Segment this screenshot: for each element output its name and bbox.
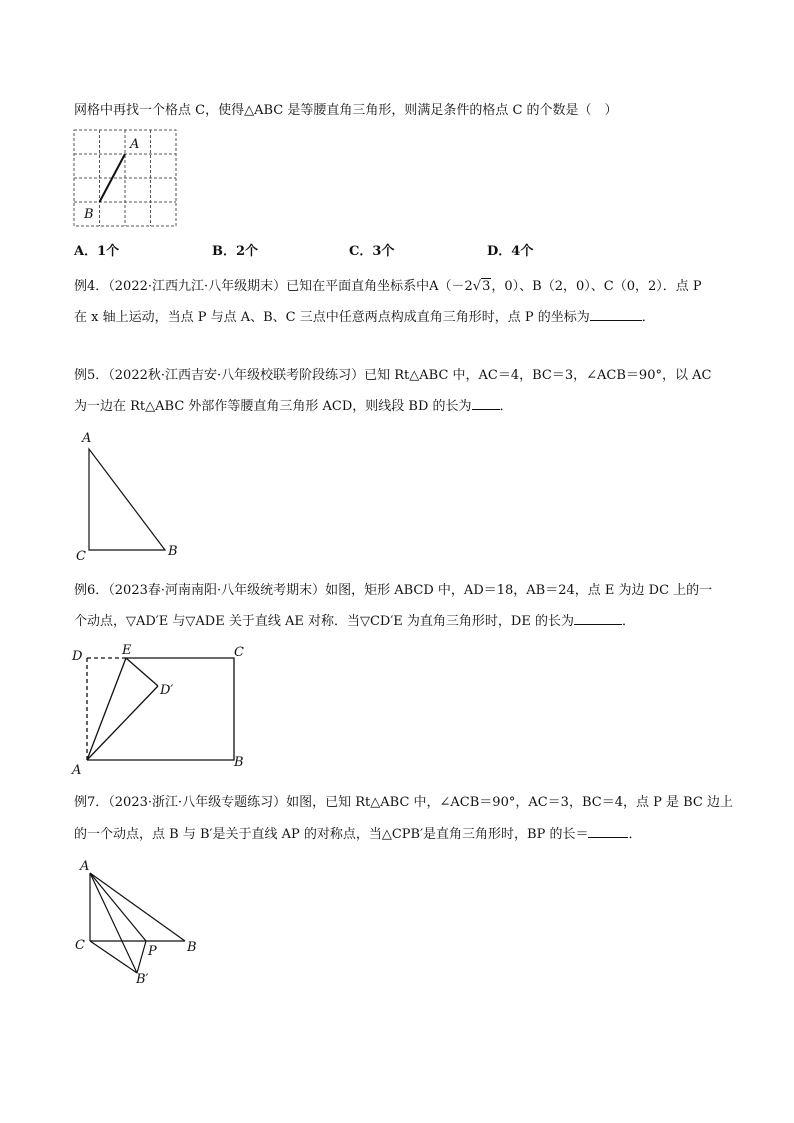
label-d: D [72,649,83,664]
label-b-prime: B′ [136,972,149,987]
ex4-prefix: 例4．（2022·江西九江·八年级期末）已知在平面直角坐标系中 [74,279,430,294]
ex5-triangle-figure [70,428,190,563]
segment-ed-prime [126,658,158,686]
option-c[interactable]: C．3个 [349,244,395,259]
segment-ad-prime [87,686,158,760]
label-e: E [122,643,132,658]
ex7-line2-end: ． [628,827,642,842]
ex5-line2 [74,397,513,416]
ex4-point-a-post: ，0）、 [491,279,533,294]
label-p: P [148,944,157,959]
sqrt-radicand: 3 [482,279,491,294]
label-b: B [187,940,197,955]
label-a: A [80,859,90,874]
ex4-point-a-pre: A（－2 [429,279,473,294]
ex6-line1: 例6．（2023春·河南南阳·八年级统考期末）如图，矩形 ABCD 中，AD＝18，AB＝24，点 E 为边 DC 上的一 [74,583,713,598]
label-b: B [234,755,244,770]
ex6-line2 [74,612,635,631]
triangle-abc [89,449,165,550]
ex4-line1 [74,278,702,296]
ex5-line2-end: ． [499,399,513,414]
label-c: C [76,549,86,564]
answer-blank[interactable] [574,612,622,625]
ex4-rest: B（2，0）、C（0，2）．点 P [532,279,702,294]
q3-stem: 网格中再找一个格点 C，使得△ABC 是等腰直角三角形，则满足条件的格点 C 的个数是（ ） [74,103,618,118]
segment-ae [87,658,126,760]
ex6-line2-end: ． [621,614,635,629]
label-b: B [168,544,178,559]
ex6-rectangle-figure [68,642,258,777]
ex7-line1: 例7．（2023·浙江·八年级专题练习）如图，已知 Rt△ABC 中，∠ACB＝90°，AC＝3，BC＝4，点 P 是 BC 边上 [74,795,733,810]
ex7-line2 [74,825,642,844]
sqrt-symbol: √3 [472,279,491,294]
ex6-line2-text: 个动点，▽AD′E 与▽ADE 关于直线 AE 对称．当▽CD′E 为直角三角形时，DE 的长为 [74,614,574,629]
option-a[interactable]: A．1个 [74,244,120,259]
label-a: A [72,763,82,778]
label-a: A [130,137,140,152]
segment-pb-prime [137,941,146,973]
label-c: C [234,645,244,660]
label-a: A [82,431,92,446]
ex7-line2-text: 的一个动点，点 B 与 B′是关于直线 AP 的对称点，当△CPB′是直角三角形时，BP 的长＝ [74,827,589,842]
ex4-line2-end: ． [641,310,655,325]
answer-blank[interactable] [588,825,628,838]
q3-grid-figure [68,128,188,228]
ex4-line2 [74,308,655,327]
answer-blank[interactable] [472,397,500,410]
label-b: B [84,207,94,222]
ex4-line2-text: 在 x 轴上运动，当点 P 与点 A、B、C 三点中任意两点构成直角三角形时，点 P 的坐标为 [74,310,590,325]
answer-blank[interactable] [590,308,642,321]
label-c: C [75,938,85,953]
sides-ecba [87,658,234,760]
option-d[interactable]: D．4个 [487,244,534,259]
option-b[interactable]: B．2个 [212,244,259,259]
segment-ab-prime [90,873,137,973]
ex7-triangle-figure [70,855,210,990]
label-d-prime: D′ [160,683,174,698]
ex5-line2-text: 为一边在 Rt△ABC 外部作等腰直角三角形 ACD，则线段 BD 的长为 [74,399,472,414]
ex5-line1: 例5．（2022秋·江西吉安·八年级校联考阶段练习）已知 Rt△ABC 中，AC＝4，BC＝3，∠ACB＝90°，以 AC [74,368,712,383]
